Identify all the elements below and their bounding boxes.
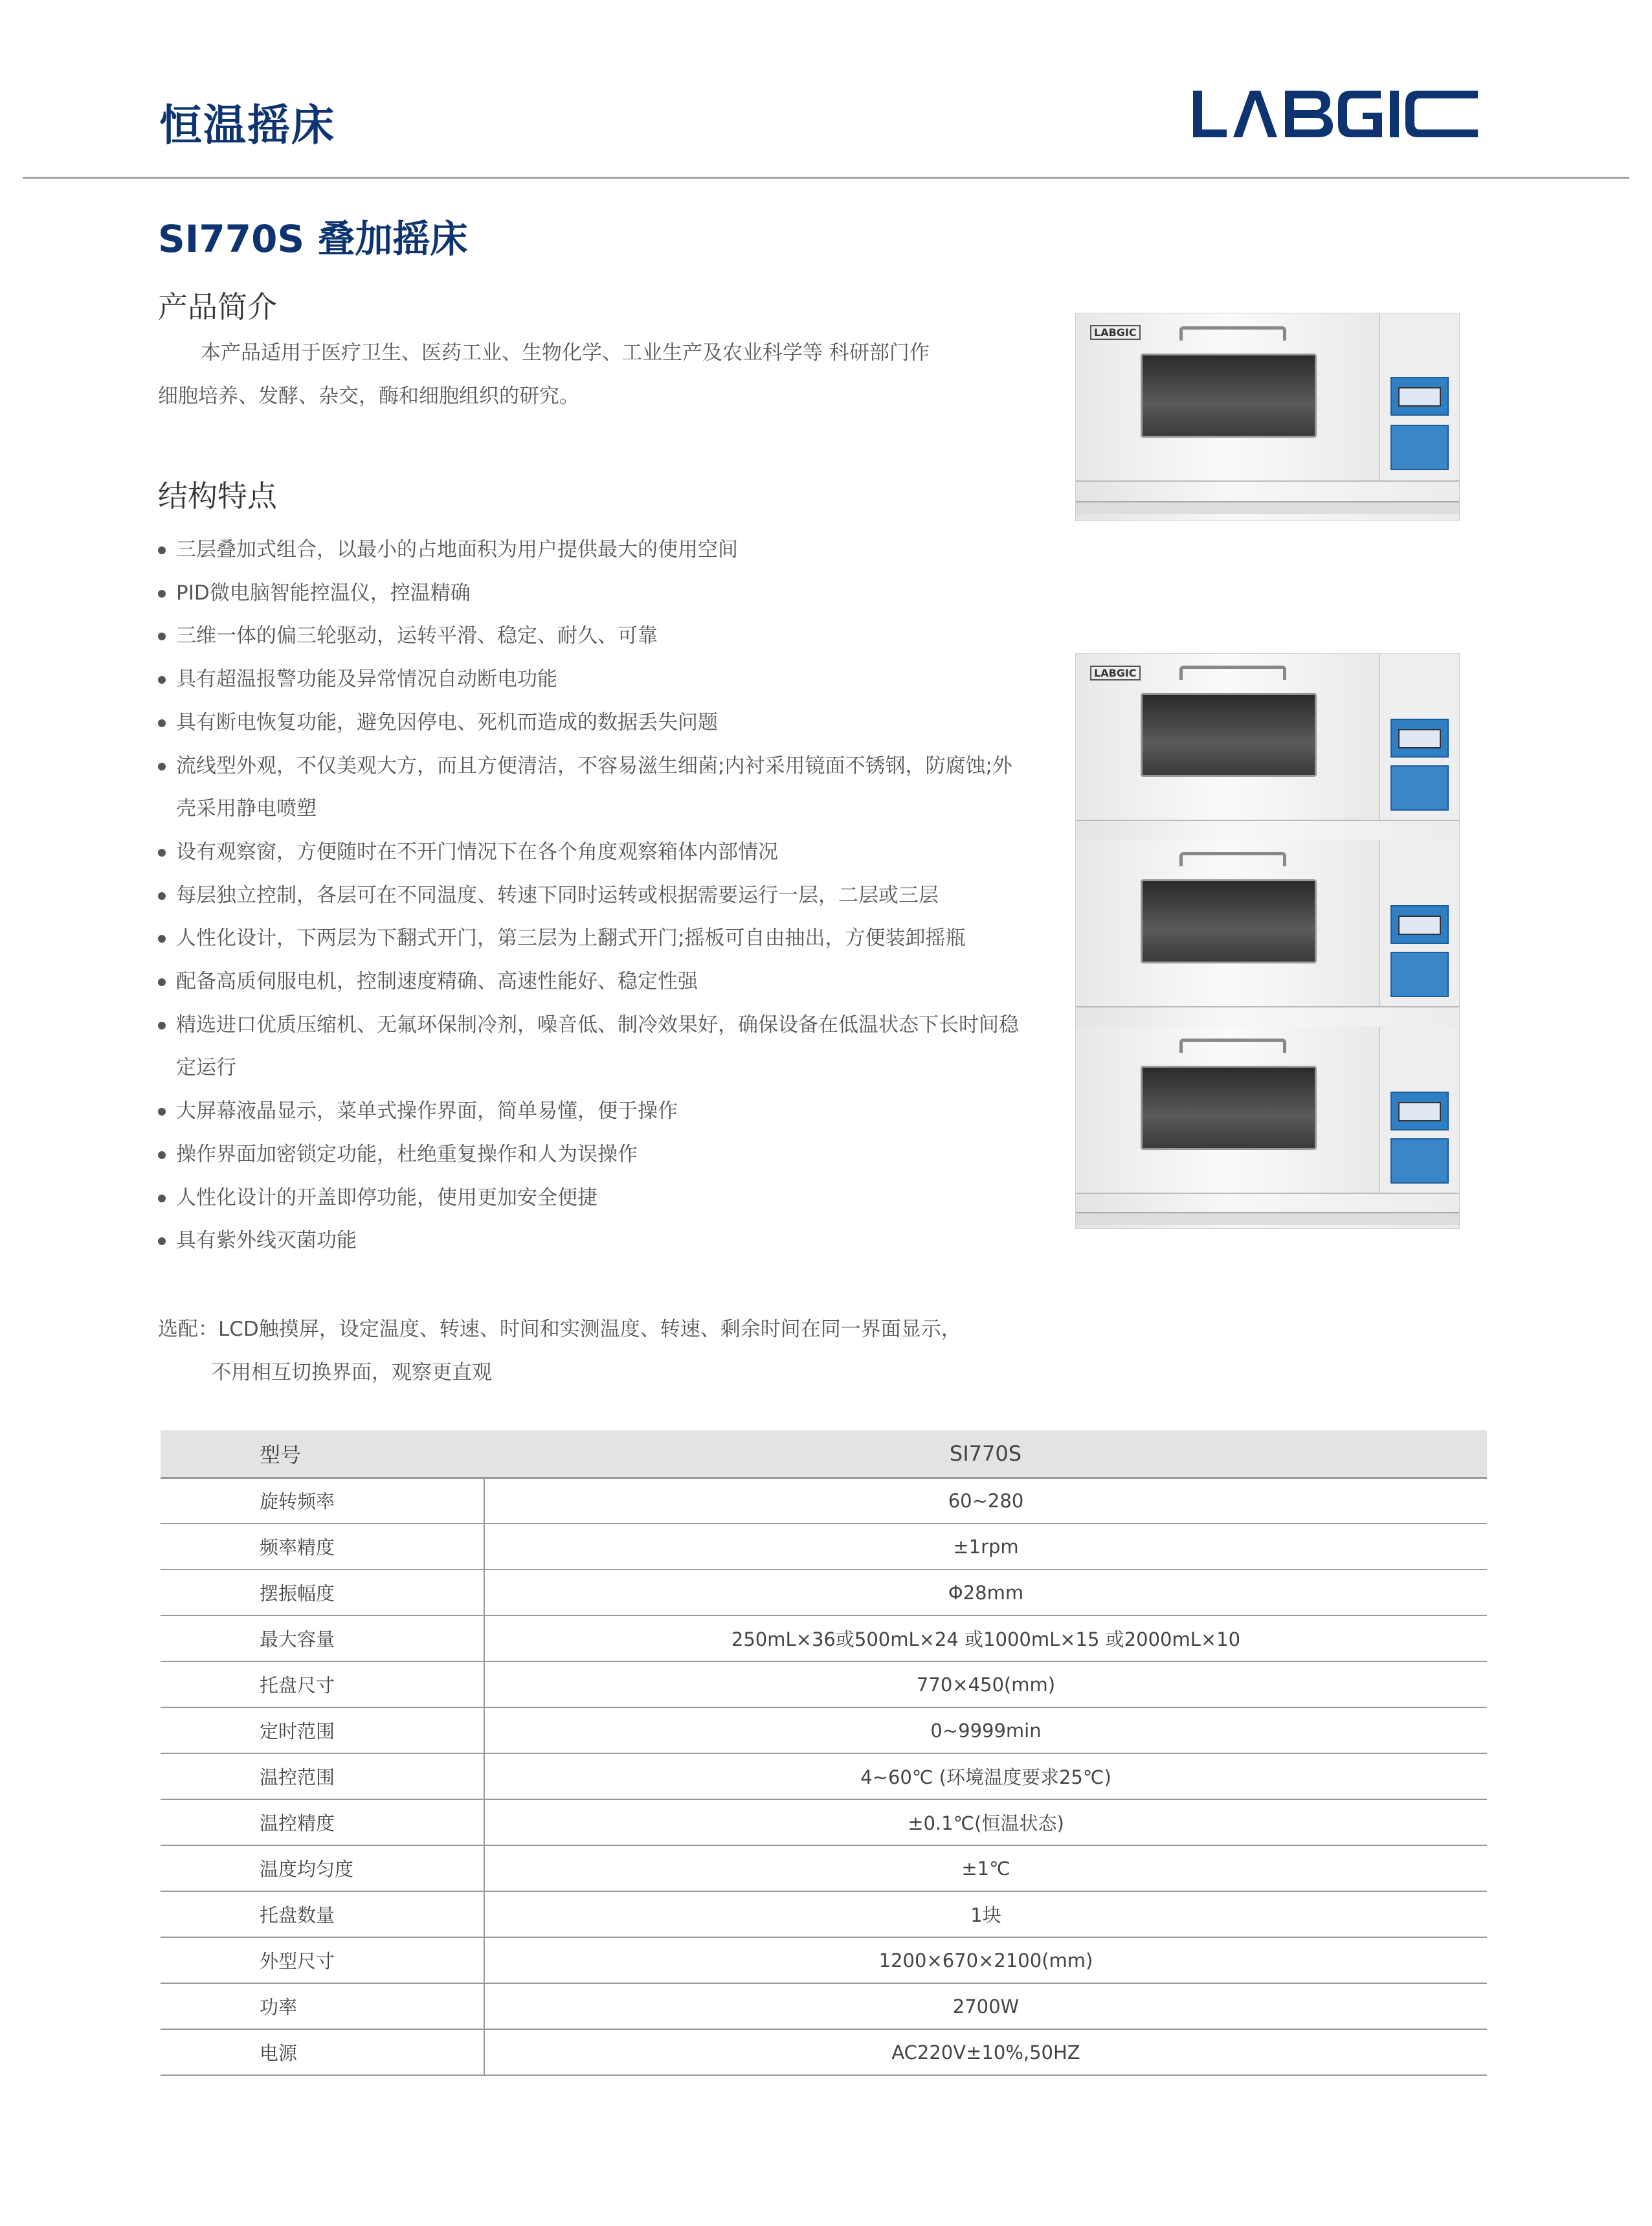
spec-key: 频率精度 (161, 1523, 484, 1569)
spec-value: 1200×670×2100(mm) (484, 1937, 1487, 1983)
feature-item: 操作界面加密锁定功能，杜绝重复操作和人为误操作 (158, 1133, 1019, 1176)
intro-text (158, 332, 999, 418)
spec-key: 最大容量 (161, 1615, 484, 1661)
product-model-title: SI770S 叠加摇床 (158, 217, 468, 261)
spec-key: 托盘数量 (161, 1891, 484, 1937)
feature-item: 三层叠加式组合，以最小的占地面积为用户提供最大的使用空间 (158, 528, 1019, 572)
feature-item: 精选进口优质压缩机、无氟环保制冷剂，噪音低、制冷效果好，确保设备在低温状态下长时间稳定运行 (158, 1004, 1019, 1090)
product-image-stacked (1075, 653, 1460, 1229)
spec-key: 功率 (161, 1983, 484, 2029)
spec-value: 1块 (484, 1891, 1487, 1937)
feature-item: 具有超温报警功能及异常情况自动断电功能 (158, 658, 1019, 701)
spec-value: 770×450(mm) (484, 1661, 1487, 1707)
feature-item: 设有观察窗，方便随时在不开门情况下在各个角度观察箱体内部情况 (158, 831, 1019, 874)
feature-item: PID微电脑智能控温仪，控温精确 (158, 572, 1019, 615)
spec-key: 温控范围 (161, 1753, 484, 1799)
spec-value: Φ28mm (484, 1569, 1487, 1615)
spec-value: 4~60℃ (环境温度要求25℃) (484, 1753, 1487, 1799)
spec-key: 旋转频率 (161, 1478, 484, 1523)
spec-row (161, 1799, 1487, 1845)
spec-value: 60~280 (484, 1478, 1487, 1523)
features-list (158, 528, 1019, 1263)
page-title: 恒温摇床 (159, 100, 335, 150)
spec-key: 定时范围 (161, 1707, 484, 1753)
spec-row (161, 1845, 1487, 1891)
labgic-logo (1193, 89, 1478, 139)
spec-key: 温控精度 (161, 1799, 484, 1845)
spec-row (161, 1983, 1487, 2029)
optional-line: 不用相互切换界面，观察更直观 (211, 1361, 492, 1384)
feature-item: 每层独立控制，各层可在不同温度、转速下同时运转或根据需要运行一层，二层或三层 (158, 874, 1019, 917)
spec-value: ±0.1℃(恒温状态) (484, 1799, 1487, 1845)
intro-line: 细胞培养、发酵、杂交，酶和细胞组织的研究。 (158, 385, 579, 408)
header-divider (23, 177, 1629, 179)
spec-value: 0~9999min (484, 1707, 1487, 1753)
spec-row (161, 1937, 1487, 1983)
spec-row (161, 1661, 1487, 1707)
features-heading: 结构特点 (158, 478, 277, 513)
spec-row (161, 1753, 1487, 1799)
feature-item: 流线型外观，不仅美观大方，而且方便清洁，不容易滋生细菌;内衬采用镜面不锈钢，防腐蚀;外壳采用静电喷塑 (158, 745, 1019, 831)
optional-note (158, 1308, 961, 1395)
spec-header-key: 型号 (161, 1430, 484, 1478)
spec-key: 外型尺寸 (161, 1937, 484, 1983)
spec-value: ±1rpm (484, 1523, 1487, 1569)
feature-item: 具有紫外线灭菌功能 (158, 1219, 1019, 1263)
spec-row (161, 1707, 1487, 1753)
intro-heading: 产品简介 (158, 289, 277, 324)
spec-row (161, 1891, 1487, 1937)
machine-logo-label: LABGIC (1090, 325, 1141, 340)
spec-value: AC220V±10%,50HZ (484, 2029, 1487, 2075)
spec-header-row (161, 1430, 1487, 1478)
machine-logo-label: LABGIC (1090, 666, 1141, 680)
spec-value: ±1℃ (484, 1845, 1487, 1891)
spec-row (161, 1615, 1487, 1661)
spec-row (161, 1569, 1487, 1615)
spec-key: 温度均匀度 (161, 1845, 484, 1891)
spec-row (161, 1478, 1487, 1523)
feature-item: 人性化设计的开盖即停功能，使用更加安全便捷 (158, 1176, 1019, 1220)
feature-item: 人性化设计，下两层为下翻式开门，第三层为上翻式开门;摇板可自由抽出，方便装卸摇瓶 (158, 917, 1019, 960)
product-image-single (1075, 313, 1460, 521)
spec-key: 摆振幅度 (161, 1569, 484, 1615)
feature-item: 具有断电恢复功能，避免因停电、死机而造成的数据丢失问题 (158, 701, 1019, 745)
feature-item: 配备高质伺服电机，控制速度精确、高速性能好、稳定性强 (158, 960, 1019, 1004)
optional-line: 选配：LCD触摸屏，设定温度、转速、时间和实测温度、转速、剩余时间在同一界面显示， (158, 1318, 961, 1341)
spec-key: 电源 (161, 2029, 484, 2075)
spec-header-value: SI770S (484, 1430, 1487, 1478)
feature-item: 三维一体的偏三轮驱动，运转平滑、稳定、耐久、可靠 (158, 614, 1019, 658)
spec-row (161, 1523, 1487, 1569)
spec-key: 托盘尺寸 (161, 1661, 484, 1707)
feature-item: 大屏幕液晶显示，菜单式操作界面，简单易懂，便于操作 (158, 1090, 1019, 1133)
spec-row (161, 2029, 1487, 2075)
spec-value: 250mL×36或500mL×24 或1000mL×15 或2000mL×10 (484, 1615, 1487, 1661)
spec-value: 2700W (484, 1983, 1487, 2029)
intro-line: 本产品适用于医疗卫生、医药工业、生物化学、工业生产及农业科学等 科研部门作 (201, 341, 930, 365)
spec-table (161, 1430, 1487, 2076)
